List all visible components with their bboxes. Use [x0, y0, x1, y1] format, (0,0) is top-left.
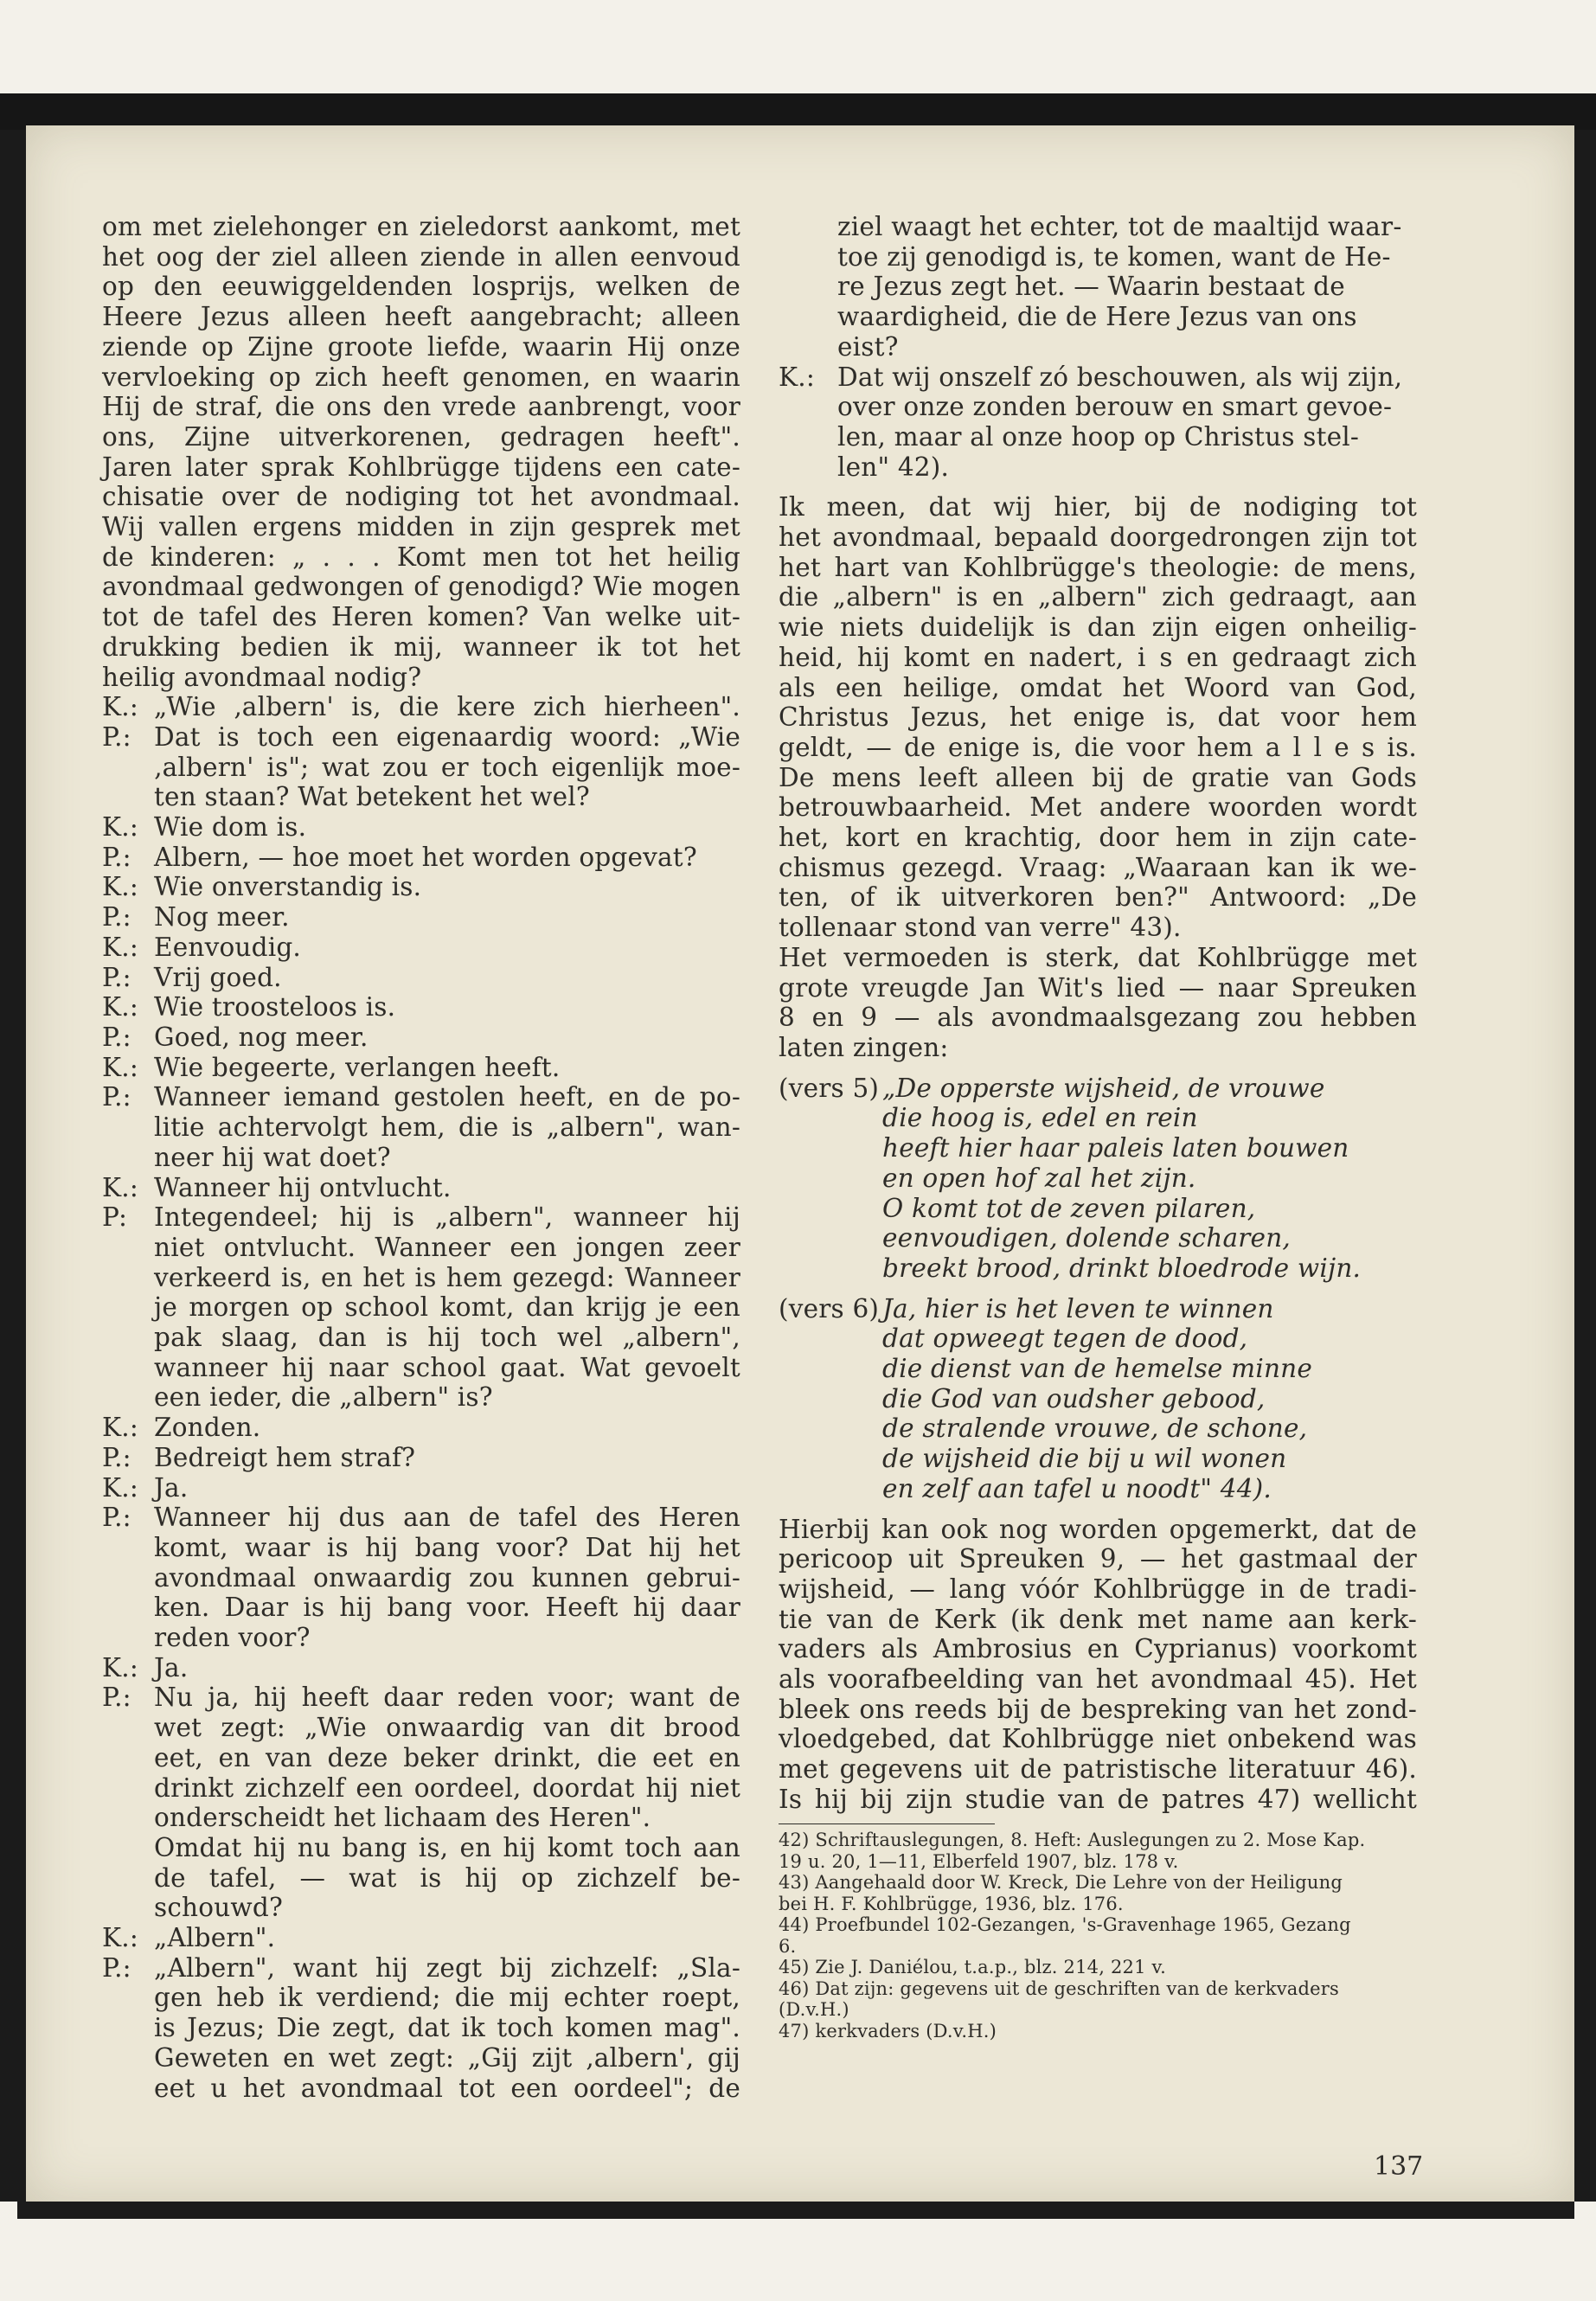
poem-line	[779, 1294, 1417, 1324]
speaker-label: P.:	[102, 721, 131, 752]
speaker-label	[102, 1743, 154, 1773]
dialogue-text: len" 42).	[837, 452, 950, 482]
poem-text: die God van oudsher gebood,	[882, 1383, 1266, 1413]
dialogue-text: Dat wij onszelf zó beschouwen, als wij zijn,	[837, 362, 1403, 392]
poem-text: Ja, hier is het leven te winnen	[882, 1293, 1274, 1324]
dialogue-line	[102, 1563, 740, 1593]
dialogue-text: Goed, nog meer.	[154, 1022, 369, 1052]
poem-line	[779, 1194, 1417, 1224]
paragraph-gap	[779, 1504, 1417, 1515]
dialogue-text: toe zij genodigd is, te komen, want de He-	[837, 241, 1391, 272]
dialogue-line	[102, 1173, 740, 1203]
verse-label	[779, 1354, 882, 1384]
dialogue-line	[102, 872, 740, 902]
dialogue-line	[102, 933, 740, 963]
poem-line	[779, 1384, 1417, 1414]
speaker-label: K.:	[102, 1172, 138, 1202]
dialogue-line	[102, 1773, 740, 1804]
speaker-label: P.:	[102, 1682, 131, 1713]
dialogue-line	[102, 1413, 740, 1443]
dialogue-text: Omdat hij nu bang is, en hij komt toch aan	[154, 1832, 740, 1862]
scan-top-margin	[0, 0, 1596, 125]
speaker-label: K.:	[779, 362, 815, 392]
dialogue-text: over onze zonden berouw en smart gevoe-	[837, 392, 1393, 422]
poem-text: de wijsheid die bij u wil wonen	[882, 1444, 1287, 1474]
text-line: chismus gezegd. Vraag: „Waaraan kan ik we-	[779, 852, 1417, 882]
dialogue-text: Integendeel; hij is „albern", wanneer hij	[154, 1202, 740, 1233]
dialogue-text: ken. Daar is hij bang voor. Heeft hij daar	[154, 1593, 740, 1623]
speaker-label: P.:	[102, 1082, 131, 1112]
text-line: tollenaar stond van verre" 43).	[779, 913, 1182, 943]
footnote-line: 43) Aangehaald door W. Kreck, Die Lehre von der Heiligung	[779, 1872, 1343, 1894]
speaker-label: K.:	[102, 692, 138, 722]
dialogue-text: komt, waar is hij bang voor? Dat hij het	[154, 1532, 740, 1562]
footnote-line: 46) Dat zijn: gegevens uit de geschriften van de kerkvaders	[779, 1977, 1339, 1999]
text-line: het hart van Kohlbrügge's theologie: de mens,	[779, 552, 1417, 582]
text-line: het oog der ziel alleen ziende in allen eenvoud	[102, 241, 740, 272]
poem-line	[779, 1474, 1417, 1504]
poem-line	[779, 1354, 1417, 1384]
dialogue-line	[102, 1233, 740, 1263]
poem-text: eenvoudigen, dolende scharen,	[882, 1223, 1291, 1253]
dialogue-line	[779, 392, 1417, 422]
text-line: avondmaal gedwongen of genodigd? Wie mogen	[102, 572, 740, 602]
speaker-label	[779, 242, 837, 272]
poem-text: de stralende vrouwe, de schone,	[882, 1413, 1308, 1444]
text-line: als voorafbeelding van het avondmaal 45). Het	[779, 1664, 1417, 1695]
speaker-label	[779, 392, 837, 422]
text-line: met gegevens uit de patristische literatuur 46).	[779, 1754, 1417, 1785]
text-line: heid, hij komt en nadert, i s en gedraagt zich	[779, 642, 1417, 672]
dialogue-text: schouwd?	[154, 1893, 283, 1923]
dialogue-line	[102, 1053, 740, 1083]
dialogue-text: Wie troosteloos is.	[154, 992, 396, 1022]
poem-text: O komt tot de zeven pilaren,	[882, 1193, 1256, 1223]
dialogue-text: Geweten en wet zegt: „Gij zijt ‚albern', gij	[154, 2042, 740, 2073]
speaker-label	[102, 1382, 154, 1413]
text-line: vloedgebed, dat Kohlbrügge niet onbekend was	[779, 1724, 1417, 1754]
text-line: drukking bedien ik mij, wanneer ik tot het	[102, 631, 740, 662]
speaker-label: P.:	[102, 962, 131, 992]
scan-bottom-margin	[0, 2202, 1596, 2301]
dialogue-line	[102, 1202, 740, 1233]
dialogue-line	[102, 1923, 740, 1953]
footnote-line: 42) Schriftauslegungen, 8. Heft: Auslegungen zu 2. Mose Kap.	[779, 1830, 1366, 1851]
speaker-label: P.:	[102, 1442, 131, 1472]
speaker-label	[102, 1112, 154, 1143]
verse-label	[779, 1194, 882, 1224]
dialogue-text: Wanneer hij dus aan de tafel des Heren	[154, 1503, 740, 1533]
speaker-label	[102, 1893, 154, 1923]
speaker-label	[102, 1323, 154, 1353]
poem-line	[779, 1223, 1417, 1253]
speaker-label: K.:	[102, 1413, 138, 1443]
text-line: Jaren later sprak Kohlbrügge tijdens een cate-	[102, 452, 740, 482]
text-line: wie niets duidelijk is dan zijn eigen onheilig-	[779, 612, 1417, 643]
left-column	[102, 212, 740, 2103]
dialogue-text: Wie onverstandig is.	[154, 872, 422, 902]
dialogue-line	[102, 1803, 740, 1833]
verse-label	[779, 1444, 882, 1474]
speaker-label	[102, 2013, 154, 2043]
text-line: om met zielehonger en zieledorst aankomt, met	[102, 212, 740, 241]
dialogue-line	[102, 1953, 740, 1984]
text-line: Wij vallen ergens midden in zijn gesprek met	[102, 512, 740, 542]
text-line: het, kort en krachtig, door hem in zijn cate-	[779, 823, 1417, 853]
paragraph-gap	[779, 1284, 1417, 1294]
speaker-label: K.:	[102, 932, 138, 962]
dialogue-line	[102, 692, 740, 722]
dialogue-line	[779, 272, 1417, 302]
dialogue-line	[102, 1983, 740, 2013]
speaker-label: P.:	[102, 842, 131, 872]
speaker-label	[102, 1593, 154, 1623]
verse-label: (vers 5)	[779, 1073, 880, 1103]
speaker-label	[102, 2043, 154, 2073]
speaker-label	[102, 1563, 154, 1593]
dialogue-text: Bedreigt hem straf?	[154, 1442, 416, 1472]
dialogue-text: reden voor?	[154, 1623, 311, 1653]
dialogue-line	[102, 843, 740, 873]
text-line: vervloeking op zich heeft genomen, en waarin	[102, 362, 740, 392]
dialogue-line	[102, 1382, 740, 1413]
scan-bottom-edge	[17, 2202, 1574, 2219]
dialogue-line	[779, 362, 1417, 393]
dialogue-text: ten staan? Wat betekent het wel?	[154, 782, 590, 812]
verse-label: (vers 6)	[779, 1293, 880, 1324]
poem-text: „De opperste wijsheid, de vrouwe	[882, 1073, 1325, 1103]
dialogue-line	[102, 1022, 740, 1053]
dialogue-line	[102, 1863, 740, 1894]
speaker-label	[102, 1233, 154, 1263]
text-line: heilig avondmaal nodig?	[102, 662, 422, 692]
dialogue-text: Wanneer hij ontvlucht.	[154, 1172, 452, 1202]
text-line: Is hij bij zijn studie van de patres 47) wellicht	[779, 1784, 1417, 1814]
dialogue-line	[102, 1503, 740, 1533]
poem-text: dat opweegt tegen de dood,	[882, 1324, 1248, 1354]
text-line: vaders als Ambrosius en Cyprianus) voorkomt	[779, 1634, 1417, 1664]
dialogue-line	[102, 1143, 740, 1173]
text-line: tie van de Kerk (ik denk met name aan kerk-	[779, 1604, 1417, 1634]
text-line: De mens leeft alleen bij de gratie van Gods	[779, 762, 1417, 792]
text-line: Heere Jezus alleen heeft aangebracht; alleen	[102, 302, 740, 332]
speaker-label	[102, 1263, 154, 1293]
dialogue-line	[102, 1623, 740, 1653]
poem-line	[779, 1133, 1417, 1163]
dialogue-text: Albern, — hoe moet het worden opgevat?	[154, 842, 697, 872]
text-line: Hierbij kan ook nog worden opgemerkt, dat de	[779, 1514, 1417, 1544]
dialogue-text: verkeerd is, en het is hem gezegd: Wanneer	[154, 1262, 740, 1292]
verse-label	[779, 1413, 882, 1444]
text-line: pericoop uit Spreuken 9, — het gastmaal der	[779, 1544, 1417, 1574]
dialogue-text: eist?	[837, 331, 899, 362]
dialogue-line	[102, 812, 740, 843]
paragraph-gap	[779, 1063, 1417, 1074]
dialogue-line	[102, 1533, 740, 1563]
text-line: wijsheid, — lang vóór Kohlbrügge in de tradi-	[779, 1574, 1417, 1604]
speaker-label	[779, 212, 837, 242]
poem-line	[779, 1444, 1417, 1474]
dialogue-line	[102, 1443, 740, 1473]
footnote-line: 47) kerkvaders (D.v.H.)	[779, 2020, 997, 2041]
poem-text: en zelf aan tafel u noodt" 44).	[882, 1473, 1272, 1503]
dialogue-text: Nog meer.	[154, 902, 290, 933]
dialogue-text: „Albern".	[154, 1923, 276, 1953]
dialogue-text: Vrij goed.	[154, 962, 282, 992]
dialogue-text: Wie dom is.	[154, 812, 307, 843]
speaker-label	[102, 1143, 154, 1173]
speaker-label	[102, 1623, 154, 1653]
dialogue-text: wet zegt: „Wie onwaardig van dit brood	[154, 1713, 740, 1743]
right-column	[779, 212, 1417, 2041]
verse-label	[779, 1133, 882, 1163]
poem-line	[779, 1103, 1417, 1133]
dialogue-text: litie achtervolgt hem, die is „albern", wan-	[154, 1112, 740, 1143]
paragraph-gap	[779, 482, 1417, 492]
text-line: ons, Zijne uitverkorenen, gedragen heeft".	[102, 421, 740, 452]
verse-label	[779, 1163, 882, 1194]
speaker-label: P.:	[102, 1022, 131, 1052]
text-line: ziende op Zijne groote liefde, waarin Hij onze	[102, 331, 740, 362]
speaker-label: K.:	[102, 992, 138, 1022]
dialogue-text: ‚albern' is"; wat zou er toch eigenlijk moe-	[154, 752, 740, 782]
dialogue-text: pak slaag, dan is hij toch wel „albern",	[154, 1323, 740, 1353]
speaker-label	[102, 1292, 154, 1323]
scan-top-edge	[0, 93, 1596, 130]
dialogue-line	[102, 1112, 740, 1143]
dialogue-line	[102, 902, 740, 933]
dialogue-text: „Wie ‚albern' is, die kere zich hierheen".	[154, 692, 740, 722]
dialogue-line	[102, 1893, 740, 1923]
dialogue-line	[102, 992, 740, 1022]
speaker-label: P:	[102, 1202, 128, 1233]
text-line: bleek ons reeds bij de bespreking van het zond-	[779, 1694, 1417, 1724]
speaker-label: K.:	[102, 1923, 138, 1953]
verse-label	[779, 1103, 882, 1133]
dialogue-line	[102, 1713, 740, 1743]
speaker-label	[779, 272, 837, 302]
dialogue-line	[779, 422, 1417, 452]
text-line: die „albern" is en „albern" zich gedraagt, aan	[779, 582, 1417, 612]
poem-text: breekt brood, drinkt bloedrode wijn.	[882, 1253, 1362, 1283]
dialogue-line	[102, 1323, 740, 1353]
verse-label	[779, 1223, 882, 1253]
speaker-label	[102, 1773, 154, 1804]
dialogue-text: avondmaal onwaardig zou kunnen gebrui-	[154, 1562, 740, 1593]
dialogue-text: is Jezus; Die zegt, dat ik toch komen mag".	[154, 2013, 740, 2043]
text-line: Ik meen, dat wij hier, bij de nodiging tot	[779, 492, 1417, 522]
dialogue-line	[779, 242, 1417, 272]
dialogue-line	[102, 753, 740, 783]
dialogue-text: eet, en van deze beker drinkt, die eet en	[154, 1742, 740, 1772]
text-line: betrouwbaarheid. Met andere woorden wordt	[779, 792, 1417, 823]
poem-text: die hoog is, edel en rein	[882, 1103, 1198, 1133]
dialogue-text: len, maar al onze hoop op Christus stel-	[837, 421, 1360, 452]
text-line: Hij de straf, die ons den vrede aanbrengt, voor	[102, 392, 740, 422]
dialogue-text: Zonden.	[154, 1413, 261, 1443]
dialogue-line	[779, 212, 1417, 242]
dialogue-text: ziel waagt het echter, tot de maaltijd waar-	[837, 212, 1402, 241]
dialogue-text: niet ontvlucht. Wanneer een jongen zeer	[154, 1232, 740, 1262]
poem-text: die dienst van de hemelse minne	[882, 1354, 1313, 1384]
speaker-label	[102, 1833, 154, 1863]
dialogue-text: neer hij wat doet?	[154, 1142, 391, 1172]
verse-label	[779, 1474, 882, 1504]
text-line: laten zingen:	[779, 1032, 949, 1062]
verse-label	[779, 1324, 882, 1354]
page-number: 137	[1374, 2151, 1424, 2182]
dialogue-line	[779, 332, 1417, 362]
dialogue-text: een ieder, die „albern" is?	[154, 1382, 493, 1413]
dialogue-text: waardigheid, die de Here Jezus van ons	[837, 302, 1357, 332]
footnote-line: 45) Zie J. Daniélou, t.a.p., blz. 214, 221 v.	[779, 1957, 1166, 1978]
dialogue-line	[102, 1082, 740, 1112]
speaker-label: P.:	[102, 1952, 131, 1983]
verse-label	[779, 1384, 882, 1414]
dialogue-line	[102, 1292, 740, 1323]
dialogue-text: „Albern", want hij zegt bij zichzelf: „Sla-	[154, 1952, 740, 1983]
dialogue-text: de tafel, — wat is hij op zichzelf be-	[154, 1862, 740, 1893]
footnote-rule	[779, 1823, 995, 1825]
speaker-label	[102, 1863, 154, 1894]
dialogue-line	[102, 2073, 740, 2104]
dialogue-line	[102, 963, 740, 993]
poem-line	[779, 1324, 1417, 1354]
dialogue-text: drinkt zichzelf een oordeel, doordat hij niet	[154, 1772, 740, 1803]
speaker-label	[102, 1803, 154, 1833]
text-line: de kinderen: „ . . . Komt men tot het heilig	[102, 542, 740, 572]
text-line: grote vreugde Jan Wit's lied — naar Spreuken	[779, 972, 1417, 1003]
dialogue-line	[102, 1473, 740, 1503]
speaker-label: P.:	[102, 1503, 131, 1533]
footnote-line: 44) Proefbundel 102-Gezangen, 's-Gravenhage 1965, Gezang	[779, 1914, 1351, 1936]
text-line: 8 en 9 — als avondmaalsgezang zou hebben	[779, 1003, 1417, 1033]
speaker-label: K.:	[102, 812, 138, 843]
speaker-label	[779, 302, 837, 332]
dialogue-text: onderscheidt het lichaam des Heren".	[154, 1803, 651, 1833]
dialogue-text: re Jezus zegt het. — Waarin bestaat de	[837, 272, 1345, 302]
speaker-label: P.:	[102, 902, 131, 933]
speaker-label	[102, 1533, 154, 1563]
dialogue-text: Dat is toch een eigenaardig woord: „Wie	[154, 721, 740, 752]
speaker-label	[102, 782, 154, 812]
speaker-label: K.:	[102, 1472, 138, 1503]
dialogue-line	[102, 782, 740, 812]
dialogue-text: Ja.	[154, 1652, 189, 1682]
poem-line	[779, 1074, 1417, 1104]
dialogue-line	[102, 1353, 740, 1383]
speaker-label	[779, 452, 837, 483]
text-line: tot de tafel des Heren komen? Van welke uit-	[102, 602, 740, 632]
speaker-label: K.:	[102, 872, 138, 902]
dialogue-text: Wie begeerte, verlangen heeft.	[154, 1052, 561, 1082]
text-line: op den eeuwiggeldenden losprijs, welken de	[102, 272, 740, 302]
text-line: Christus Jezus, het enige is, dat voor hem	[779, 702, 1417, 733]
dialogue-line	[102, 1743, 740, 1773]
verse-label	[779, 1253, 882, 1284]
text-line: het avondmaal, bepaald doorgedrongen zijn tot	[779, 522, 1417, 553]
speaker-label	[779, 332, 837, 362]
dialogue-text: Eenvoudig.	[154, 932, 301, 962]
footnote-line: (D.v.H.)	[779, 1999, 849, 2021]
poem-line	[779, 1163, 1417, 1194]
speaker-label	[102, 1713, 154, 1743]
speaker-label	[102, 1983, 154, 2013]
dialogue-line	[102, 722, 740, 753]
dialogue-line	[102, 2013, 740, 2043]
dialogue-line	[779, 452, 1417, 483]
dialogue-line	[102, 1263, 740, 1293]
footnote-line: bei H. F. Kohlbrügge, 1936, blz. 176.	[779, 1893, 1124, 1914]
dialogue-text: eet u het avondmaal tot een oordeel"; de	[154, 2073, 740, 2103]
speaker-label	[102, 1353, 154, 1383]
poem-line	[779, 1253, 1417, 1284]
speaker-label	[102, 2073, 154, 2104]
footnote-line: 6.	[779, 1935, 797, 1957]
text-line: ten, of ik uitverkoren ben?" Antwoord: „De	[779, 882, 1417, 913]
speaker-label: K.:	[102, 1652, 138, 1682]
dialogue-text: Nu ja, hij heeft daar reden voor; want de	[154, 1682, 740, 1713]
dialogue-line	[779, 302, 1417, 332]
speaker-label	[102, 753, 154, 783]
dialogue-line	[102, 2043, 740, 2073]
poem-text: en open hof zal het zijn.	[882, 1163, 1196, 1193]
dialogue-line	[102, 1682, 740, 1713]
text-line: geldt, — de enige is, die voor hem a l l e s is.	[779, 732, 1417, 762]
text-line: Het vermoeden is sterk, dat Kohlbrügge met	[779, 942, 1417, 972]
dialogue-text: je morgen op school komt, dan krijg je een	[154, 1292, 740, 1323]
footnote-line: 19 u. 20, 1—11, Elberfeld 1907, blz. 178 v.	[779, 1850, 1179, 1872]
dialogue-line	[102, 1593, 740, 1623]
dialogue-text: Ja.	[154, 1472, 189, 1503]
poem-text: heeft hier haar paleis laten bouwen	[882, 1133, 1349, 1163]
speaker-label	[779, 422, 837, 452]
poem-line	[779, 1413, 1417, 1444]
dialogue-line	[102, 1833, 740, 1863]
speaker-label: K.:	[102, 1052, 138, 1082]
text-line: als een heilige, omdat het Woord van God,	[779, 672, 1417, 702]
dialogue-text: wanneer hij naar school gaat. Wat gevoelt	[154, 1352, 740, 1382]
dialogue-text: gen heb ik verdiend; die mij echter roept,	[154, 1983, 740, 2013]
dialogue-text: Wanneer iemand gestolen heeft, en de po-	[154, 1082, 740, 1112]
dialogue-line	[102, 1653, 740, 1683]
text-line: chisatie over de nodiging tot het avondmaal.	[102, 482, 740, 512]
footnotes	[779, 1823, 1417, 2042]
